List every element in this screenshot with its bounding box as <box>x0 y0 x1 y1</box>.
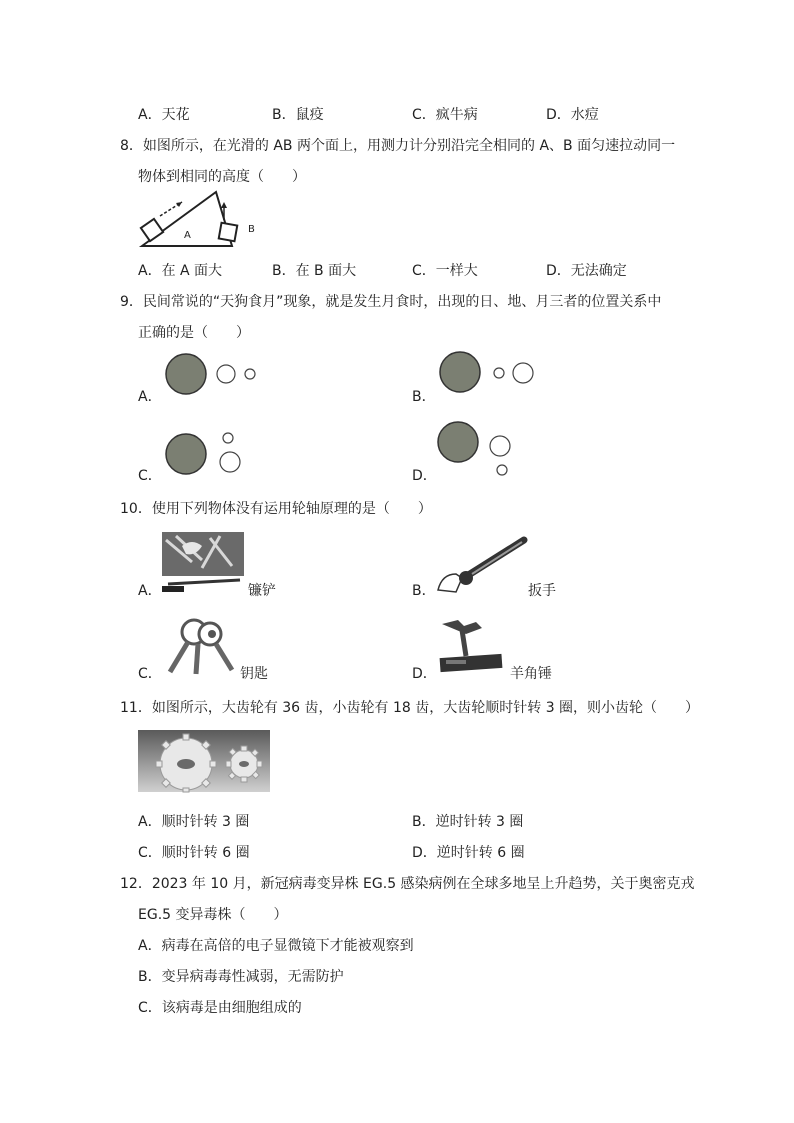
shovel-photo <box>162 532 244 594</box>
q10-caption-a: 镰铲 <box>248 583 276 599</box>
claw-hammer-photo <box>436 616 506 676</box>
keys-photo <box>160 612 240 676</box>
q7-option-d: D．水痘 <box>546 107 599 123</box>
q9-option-b: B． <box>412 389 436 405</box>
q8-stem-line1: 8．如图所示，在光滑的 AB 两个面上，用测力计分别沿完全相同的 A、B 面匀速拉动同一 <box>120 138 676 154</box>
eclipse-diagram-c <box>162 428 252 478</box>
q10-caption-b: 扳手 <box>528 583 556 599</box>
q9-option-a: A． <box>138 389 162 405</box>
q9-stem-line2: 正确的是（ ） <box>138 325 250 341</box>
q11-option-b: B．逆时针转 3 圈 <box>412 814 524 830</box>
q8-option-c: C．一样大 <box>412 263 478 279</box>
q12-stem-line2: EG.5 变异毒株（ ） <box>138 907 288 923</box>
eclipse-diagram-b <box>438 350 538 396</box>
q11-option-a: A．顺时针转 3 圈 <box>138 814 250 830</box>
eclipse-diagram-d <box>436 420 526 478</box>
q11-option-d: D．逆时针转 6 圈 <box>412 845 525 861</box>
q8-option-a: A．在 A 面大 <box>138 263 223 279</box>
incline-label-b: B <box>248 224 255 235</box>
q9-stem-line1: 9．民间常说的“天狗食月”现象，就是发生月食时，出现的日、地、月三者的位置关系中 <box>120 294 662 310</box>
q10-option-b: B． <box>412 583 436 599</box>
q9-option-d: D． <box>412 468 437 484</box>
q7-option-b: B．鼠疫 <box>272 107 324 123</box>
q8-stem-line2: 物体到相同的高度（ ） <box>138 169 306 185</box>
q8-option-d: D．无法确定 <box>546 263 627 279</box>
q11-stem: 11．如图所示，大齿轮有 36 齿，小齿轮有 18 齿，大齿轮顺时针转 3 圈，则小齿轮（ ） <box>120 700 700 716</box>
q7-option-a: A．天花 <box>138 107 190 123</box>
q12-stem-line1: 12．2023 年 10 月，新冠病毒变异株 EG.5 感染病例在全球多地呈上升趋势，关于奥密克戎 <box>120 876 695 892</box>
q12-option-c: C．该病毒是由细胞组成的 <box>138 1000 302 1016</box>
incline-label-a: A <box>184 230 191 241</box>
gears-photo <box>138 730 270 792</box>
q10-caption-d: 羊角锤 <box>510 666 552 682</box>
wrench-photo <box>436 534 532 594</box>
q8-option-b: B．在 B 面大 <box>272 263 357 279</box>
q12-option-b: B．变异病毒毒性减弱，无需防护 <box>138 969 344 985</box>
q9-option-c: C． <box>138 468 162 484</box>
q10-option-c: C． <box>138 666 162 682</box>
eclipse-diagram-a <box>162 352 262 398</box>
q10-caption-c: 钥匙 <box>240 666 268 682</box>
q7-option-c: C．疯牛病 <box>412 107 478 123</box>
q11-option-c: C．顺时针转 6 圈 <box>138 845 250 861</box>
q10-stem: 10．使用下列物体没有运用轮轴原理的是（ ） <box>120 501 432 517</box>
q10-option-d: D． <box>412 666 437 682</box>
q12-option-a: A．病毒在高倍的电子显微镜下才能被观察到 <box>138 938 414 954</box>
incline-figure <box>138 188 268 250</box>
q10-option-a: A． <box>138 583 162 599</box>
